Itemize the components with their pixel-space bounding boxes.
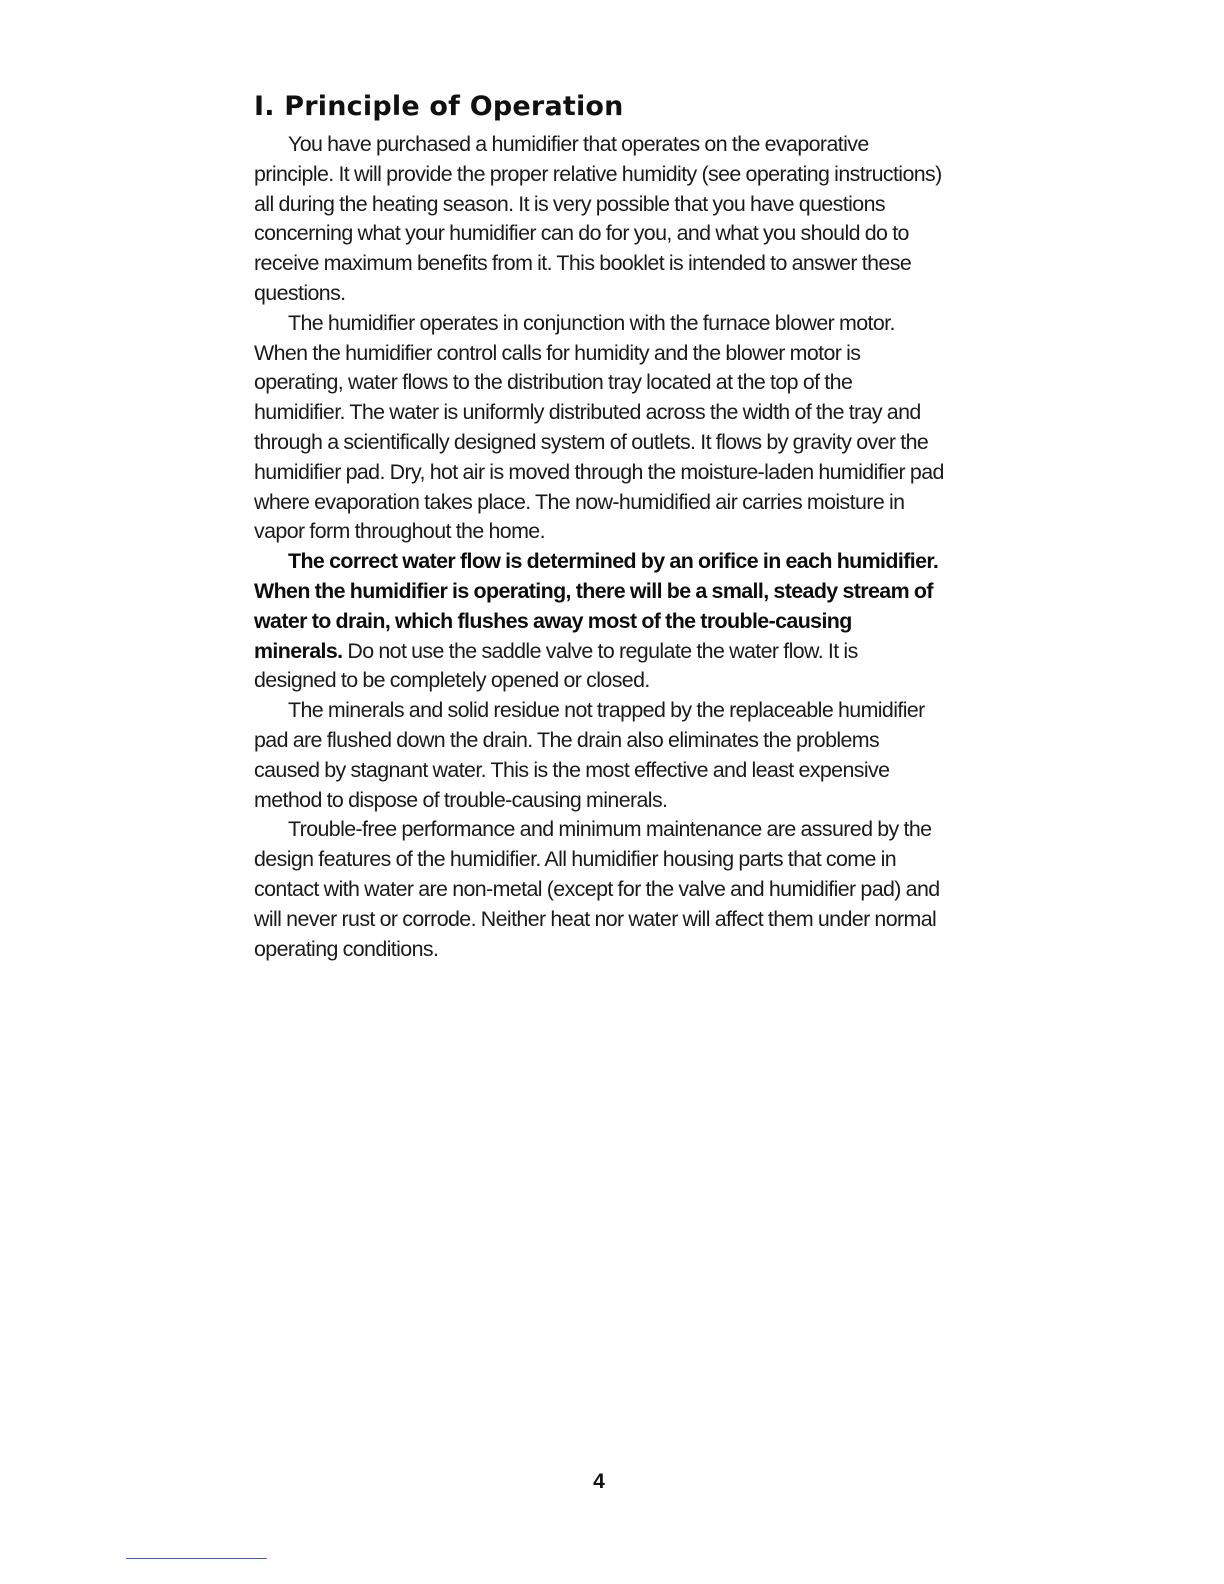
paragraph-bold-lead: The correct water flow is determined by an orifice in each humidifier. When the humidifier is operating, there will be a small, steady stream of water to drain, which flushes away most of the trouble-causing minerals. <box>254 549 939 663</box>
footer-rule <box>126 1558 267 1559</box>
paragraph-text: You have purchased a humidifier that operates on the evaporative principle. It will provide the proper relative humidity (see operating instructions) all during the heating season. It is very possible that you have questions concerning what your humidifier can do for you, and what you should do to receive maximum benefits from it. This booklet is intended to answer these questions. <box>254 132 942 305</box>
paragraph-text: Trouble-free performance and minimum maintenance are assured by the design features of the humidifier. All humidifier housing parts that come in contact with water are non-metal (except for the valve and humidifier pad) and will never rust or corrode. Neither heat nor water will affect them under normal operating conditions. <box>254 817 940 961</box>
paragraph-text: The humidifier operates in conjunction with the furnace blower motor. When the humidifier control calls for humidity and the blower motor is operating, water flows to the distribution tray located at the top of the humidifier. The water is uniformly distributed across the width of the tray and through a scientifically designed system of outlets. It flows by gravity over the humidifier pad. Dry, hot air is moved through the moisture-laden humidifier pad where evaporation takes place. The now-humidified air carries moisture in vapor form throughout the home. <box>254 310 944 544</box>
paragraph-evaporative-principle <box>254 130 944 309</box>
paragraph-text: Do not use the saddle valve to regulate the water flow. It is designed to be completely opened or closed. <box>254 638 858 693</box>
section-title: I. Principle of Operation <box>254 91 624 122</box>
paragraph-text: The minerals and solid residue not trapped by the replaceable humidifier pad are flushed down the drain. The drain also eliminates the problems caused by stagnant water. This is the most effective and least expensive method to dispose of trouble-causing minerals. <box>254 698 925 812</box>
paragraph-trouble-free <box>254 815 944 964</box>
paragraph-minerals-drain <box>254 696 944 815</box>
page-content <box>254 90 944 964</box>
paragraph-blower-operation <box>254 309 944 547</box>
page-number: 4 <box>593 1470 605 1493</box>
paragraph-water-flow <box>254 547 944 696</box>
